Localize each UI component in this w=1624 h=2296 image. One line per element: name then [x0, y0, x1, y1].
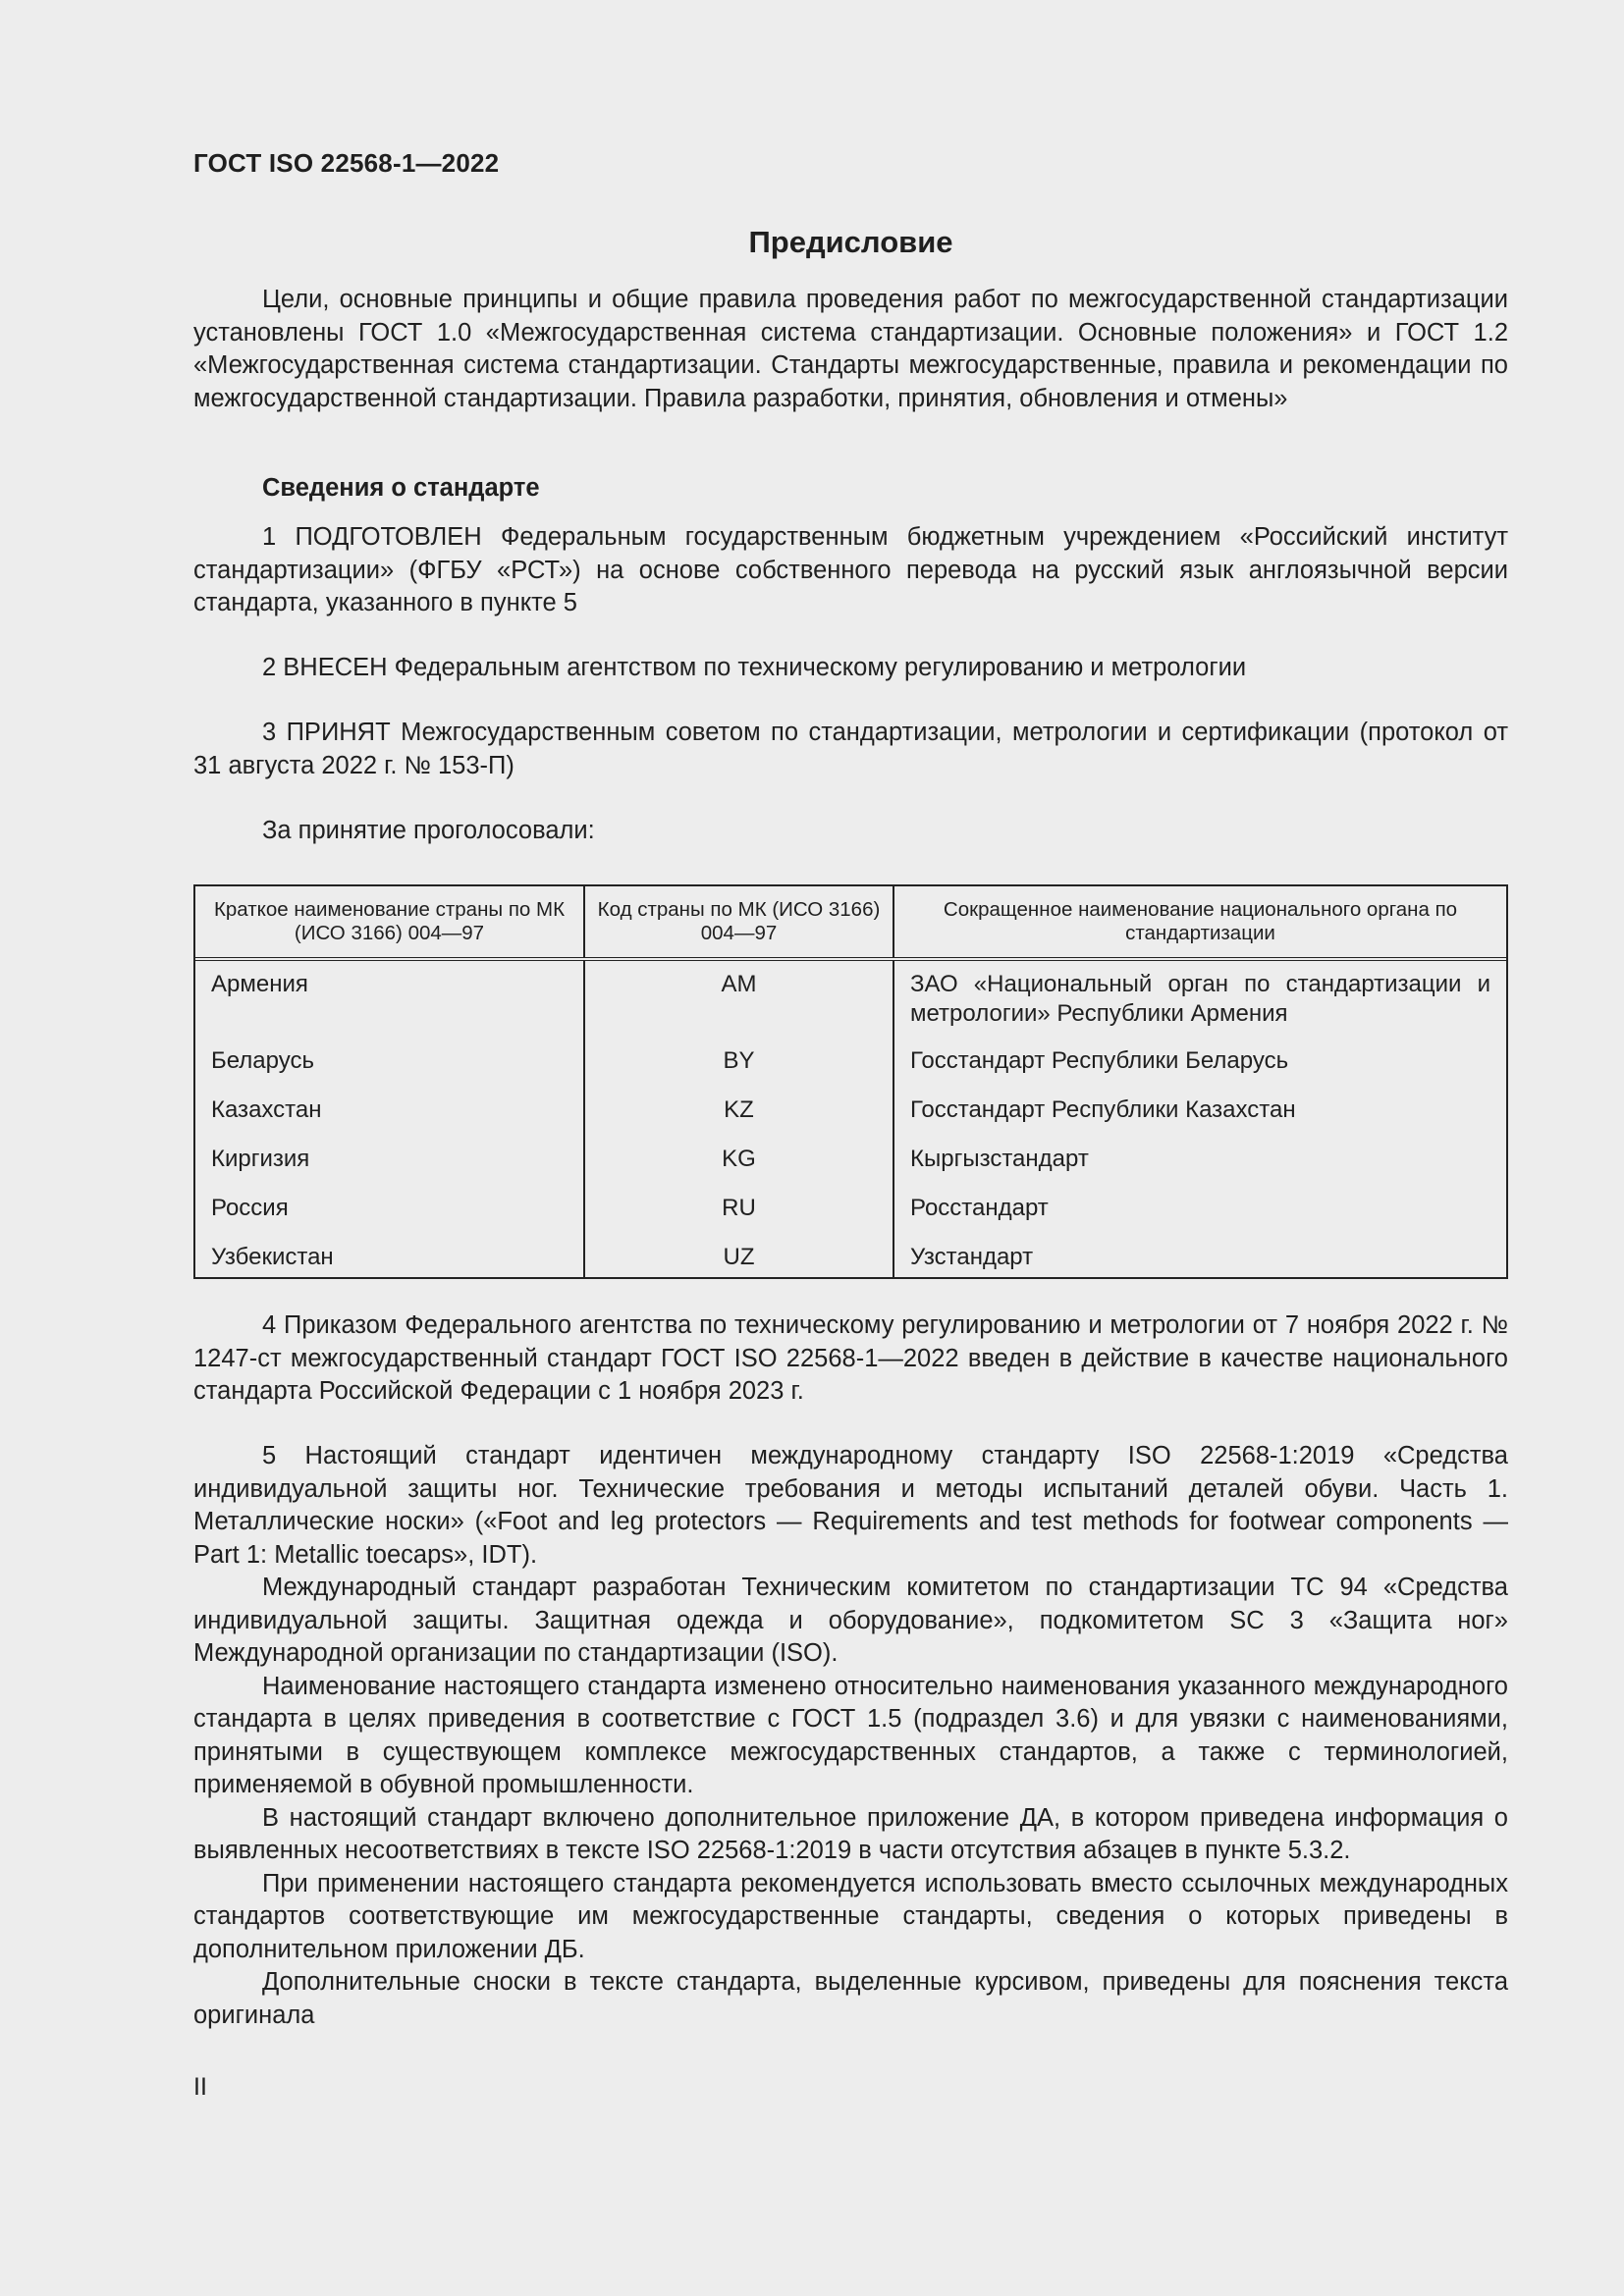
- table-header-row: [195, 886, 1506, 959]
- item-1-section: [193, 521, 1508, 620]
- item-2-paragraph: 2 ВНЕСЕН Федеральным агентством по техническому регулированию и метрологии: [262, 654, 1247, 681]
- item-5-paragraph: Наименование настоящего стандарта изменено относительно наименования указанного международного стандарта в целях приведения в соответствие с ГОСТ 1.5 (подраздел 3.6) и для увязки с наименованиями, принятыми в существующем комплексе межгосударственных стандартов, а также с терминологией, применяемой в обувной промышленности.: [193, 1672, 1508, 1798]
- subheading-section: [193, 472, 1508, 506]
- cell-code: KZ: [584, 1087, 893, 1136]
- voted-section: [193, 815, 1508, 848]
- cell-country: Киргизия: [195, 1136, 584, 1185]
- cell-country: Казахстан: [195, 1087, 584, 1136]
- table-row: [195, 1038, 1506, 1087]
- item-1-paragraph: 1 ПОДГОТОВЛЕН Федеральным государственным бюджетным учреждением «Российский институт стандартизации» (ФГБУ «РСТ») на основе собственного перевода на русский язык англоязычной версии стандарта, указанного в пункте 5: [193, 523, 1508, 616]
- cell-code: KG: [584, 1136, 893, 1185]
- voted-label: За принятие проголосовали:: [262, 817, 595, 844]
- item-5-paragraph: 5 Настоящий стандарт идентичен международному стандарту ISO 22568-1:2019 «Средства индивидуальной защиты ног. Технические требования и методы испытаний деталей обуви. Часть 1. Металлические носки» («Foot and leg protectors — Requirements and test methods for footwear components — Part 1: Metallic toecaps», IDT).: [193, 1442, 1508, 1569]
- item-5-section: [193, 1440, 1508, 2032]
- cell-country: Армения: [195, 959, 584, 1038]
- cell-organization: ЗАО «Национальный орган по стандартизации и метрологии» Республики Армения: [910, 971, 1490, 1027]
- table-row: [195, 1234, 1506, 1277]
- cell-code: AM: [584, 959, 893, 1038]
- intro-paragraph: Цели, основные принципы и общие правила проведения работ по межгосударственной стандартизации установлены ГОСТ 1.0 «Межгосударственная система стандартизации. Основные положения» и ГОСТ 1.2 «Межгосударственная система стандартизации. Стандарты межгосударственные, правила и рекомендации по межгосударственной стандартизации. Правила разработки, принятия, обновления и отмены»: [193, 286, 1508, 412]
- table-row: [195, 1087, 1506, 1136]
- item-5-paragraph: Международный стандарт разработан Техническим комитетом по стандартизации TC 94 «Средства индивидуальной защиты. Защитная одежда и оборудование», подкомитетом SC 3 «Защита ног» Международной организации по стандартизации (ISO).: [193, 1574, 1508, 1667]
- subheading: Сведения о стандарте: [262, 474, 540, 502]
- intro-section: [193, 284, 1508, 415]
- page-title: Предисловие: [748, 225, 953, 259]
- cell-code: RU: [584, 1185, 893, 1234]
- cell-organization: Госстандарт Республики Беларусь: [910, 1047, 1289, 1074]
- item-4-section: [193, 1309, 1508, 1409]
- table-row: [195, 1136, 1506, 1185]
- document-code: ГОСТ ISO 22568-1—2022: [193, 148, 500, 178]
- cell-country: Россия: [195, 1185, 584, 1234]
- item-2-section: [193, 652, 1508, 685]
- cell-organization: Кыргызстандарт: [910, 1146, 1089, 1172]
- cell-country: Беларусь: [195, 1038, 584, 1087]
- column-header-organization: Сокращенное наименование национального органа по стандартизации: [893, 886, 1506, 959]
- item-5-paragraph: В настоящий стандарт включено дополнительное приложение ДА, в котором приведена информация о выявленных несоответствиях в тексте ISO 22568-1:2019 в части отсутствия абзацев в пункте 5.3.2.: [193, 1803, 1508, 1864]
- column-header-country: Краткое наименование страны по МК (ИСО 3166) 004—97: [195, 886, 584, 959]
- cell-code: UZ: [584, 1234, 893, 1277]
- table-row: [195, 959, 1506, 1038]
- item-3-paragraph: 3 ПРИНЯТ Межгосударственным советом по стандартизации, метрологии и сертификации (протокол от 31 августа 2022 г. № 153-П): [193, 719, 1508, 779]
- cell-organization: Росстандарт: [910, 1195, 1049, 1221]
- item-4-paragraph: 4 Приказом Федерального агентства по техническому регулированию и метрологии от 7 ноября 2022 г. № 1247-ст межгосударственный стандарт ГОСТ ISO 22568-1—2022 введен в действие в качестве национального стандарта Российской Федерации с 1 ноября 2023 г.: [193, 1311, 1508, 1405]
- item-5-paragraph: Дополнительные сноски в тексте стандарта, выделенные курсивом, приведены для пояснения текста оригинала: [193, 1968, 1508, 2029]
- countries-table: [193, 884, 1508, 1279]
- table-row: [195, 1185, 1506, 1234]
- cell-organization: Узстандарт: [910, 1244, 1034, 1270]
- item-5-paragraph: При применении настоящего стандарта рекомендуется использовать вместо ссылочных международных стандартов соответствующие им межгосударственные стандарты, сведения о которых приведены в дополнительном приложении ДБ.: [193, 1869, 1508, 1963]
- column-header-code: Код страны по МК (ИСО 3166) 004—97: [584, 886, 893, 959]
- cell-organization: Госстандарт Республики Казахстан: [910, 1096, 1296, 1123]
- item-3-section: [193, 717, 1508, 782]
- cell-country: Узбекистан: [195, 1234, 584, 1277]
- page-number: II: [193, 2073, 207, 2101]
- cell-code: BY: [584, 1038, 893, 1087]
- document-page: [193, 0, 1508, 2296]
